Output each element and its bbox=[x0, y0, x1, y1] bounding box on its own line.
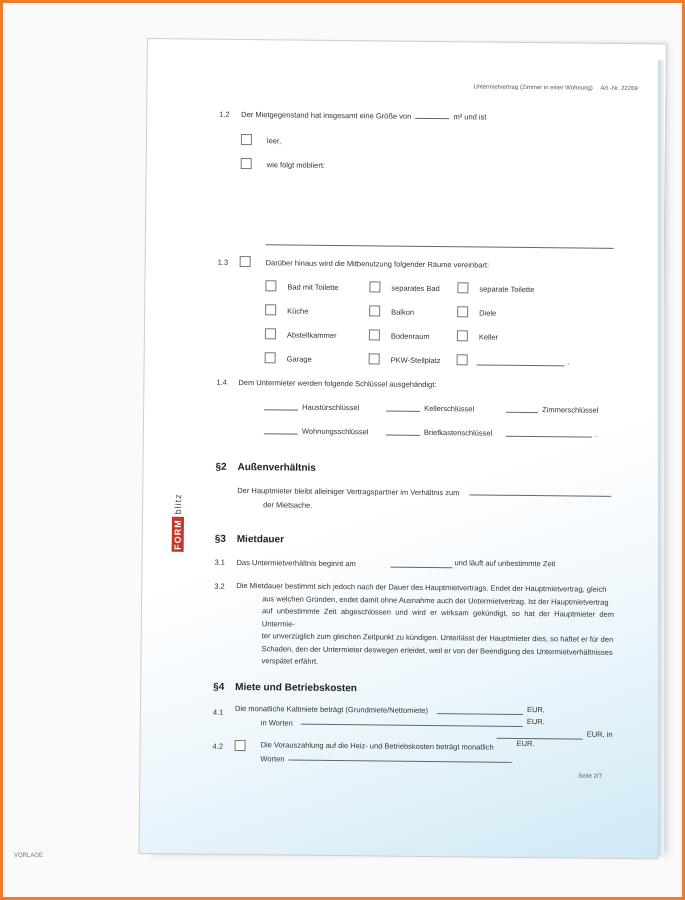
checkbox-room[interactable] bbox=[265, 304, 276, 315]
section-num: 3.2 bbox=[214, 581, 225, 591]
in-words-label: in Worten bbox=[260, 718, 293, 728]
key-label: Wohnungsschlüssel bbox=[301, 426, 369, 437]
section-4-number: §4 bbox=[213, 681, 225, 693]
room-other-end: . bbox=[567, 357, 570, 367]
opt-furnished-label: wie folgt möbliert: bbox=[266, 160, 326, 170]
words-label: Worten bbox=[260, 754, 285, 764]
s3-2-paragraph bbox=[235, 580, 614, 671]
key-count-field[interactable] bbox=[386, 411, 420, 412]
checkbox-prepayment[interactable] bbox=[235, 740, 246, 751]
eur-label: EUR. bbox=[516, 738, 535, 749]
key-label: Haustürschlüssel bbox=[302, 402, 360, 413]
checkbox-furnished[interactable] bbox=[241, 158, 252, 169]
checkbox-room[interactable] bbox=[369, 281, 380, 292]
section-4-title: Miete und Betriebskosten bbox=[235, 681, 357, 695]
section-num: 4.2 bbox=[212, 741, 224, 751]
checkbox-room[interactable] bbox=[369, 353, 380, 364]
section-2-number: §2 bbox=[215, 461, 227, 473]
para-line: verspätet erfährt. bbox=[261, 656, 319, 666]
section-num: 3.1 bbox=[214, 557, 225, 567]
key-label: Zimmerschlüssel bbox=[542, 405, 599, 415]
room-label: PKW-Stellplatz bbox=[390, 355, 441, 366]
s4-2-text: Die Vorauszahlung auf die Heiz- und Betriebskosten beträgt monatlich bbox=[260, 740, 494, 752]
formblitz-logo bbox=[171, 439, 186, 551]
room-label: separates Bad bbox=[391, 283, 440, 294]
s2-line1: Der Hauptmieter bleibt alleiniger Vertragspartner im Verhältnis zum bbox=[237, 485, 460, 498]
eur-in-label: EUR, in bbox=[586, 729, 613, 739]
opt-empty-label: leer, bbox=[266, 136, 282, 146]
start-date-field[interactable] bbox=[390, 567, 452, 569]
key-count-field[interactable] bbox=[264, 409, 298, 410]
logo-part1: FORM bbox=[172, 517, 184, 552]
room-label: Bodenraum bbox=[390, 331, 430, 341]
key-count-field[interactable] bbox=[506, 412, 538, 413]
room-label: Diele bbox=[479, 308, 497, 318]
checkbox-room[interactable] bbox=[457, 282, 468, 293]
room-label: Abstellkammer bbox=[286, 330, 337, 341]
section-2-title: Außenverhältnis bbox=[237, 461, 316, 474]
s3-1-after: und läuft auf unbestimmte Zeit bbox=[454, 558, 556, 569]
section-num: 1.3 bbox=[217, 257, 229, 267]
section-num: 4.1 bbox=[212, 707, 224, 717]
checkbox-room[interactable] bbox=[457, 330, 468, 341]
prepay-field[interactable] bbox=[497, 738, 583, 740]
size-text-after: m² und ist bbox=[453, 112, 487, 122]
key-count-field[interactable] bbox=[264, 433, 298, 434]
key-other-field[interactable] bbox=[506, 436, 592, 438]
document-page bbox=[138, 38, 667, 859]
para-line: Schaden, den der Untermieter deswegen erleidet, weil er von der Beendigung des Untermietverhältnisses bbox=[261, 643, 613, 657]
art-nr: Art.-Nr. 22269 bbox=[600, 85, 638, 93]
para-line: auf unbestimmte Zeit abgeschlossen und wird er wirksam gekündigt, so hat der Hauptmieter dem Untermie- bbox=[261, 606, 615, 629]
room-label: Garage bbox=[286, 354, 312, 364]
room-label: separate Toilette bbox=[479, 284, 535, 295]
room-label: Küche bbox=[287, 306, 309, 316]
size-text-before: Der Mietgegenstand hat insgesamt eine Größe von bbox=[241, 109, 412, 121]
checkbox-room[interactable] bbox=[369, 329, 380, 340]
s3-1-before: Das Untermietverhältnis beginnt am bbox=[236, 557, 356, 569]
section-num: 1.2 bbox=[219, 109, 230, 119]
room-label: Balkon bbox=[391, 307, 415, 317]
eur-label: EUR. bbox=[526, 717, 545, 727]
corner-mark: VORLAGE bbox=[14, 853, 44, 859]
section-3-number: §3 bbox=[214, 533, 226, 545]
para-line: Die Mietdauer bestimmt sich jedoch nach der Dauer des Hauptmietvertrags. Endet der Hauptmietvertrag, gleich bbox=[236, 580, 607, 594]
page-number: Seite 2/7 bbox=[578, 773, 603, 780]
doc-title: Untermietvertrag (Zimmer in einer Wohnung) bbox=[473, 84, 593, 92]
section-3-title: Mietdauer bbox=[236, 533, 285, 546]
rent-field[interactable] bbox=[437, 713, 523, 715]
para-line: aus welchen Gründen, endet damit ohne Ausnahme auch der Untermietvertrag. Ist der Hauptmietvertrag bbox=[262, 593, 609, 607]
checkbox-room[interactable] bbox=[265, 352, 276, 363]
s2-line2: der Mietsache. bbox=[263, 500, 313, 510]
size-field[interactable] bbox=[415, 118, 449, 119]
prepay-words-field[interactable] bbox=[288, 760, 512, 763]
key-label: Briefkastenschlüssel bbox=[423, 427, 493, 438]
eur-label: EUR, bbox=[526, 705, 545, 715]
checkbox-room-other[interactable] bbox=[457, 354, 468, 365]
checkbox-room[interactable] bbox=[457, 306, 468, 317]
checkbox-empty[interactable] bbox=[241, 134, 252, 145]
furnishing-field[interactable] bbox=[266, 244, 614, 249]
section-num: 1.4 bbox=[216, 377, 227, 387]
shared-rooms-text: Darüber hinaus wird die Mitbenutzung folgender Räume vereinbart: bbox=[265, 258, 490, 270]
keys-text: Dem Untermieter werden folgende Schlüssel ausgehändigt: bbox=[238, 377, 437, 390]
checkbox-shared-rooms[interactable] bbox=[240, 256, 251, 267]
landlord-field[interactable] bbox=[469, 494, 611, 496]
para-line: ter unverzüglich zum gleichen Zeitpunkt zu kündigen. Unterlässt der Hauptmieter dies, so haftet er für den bbox=[261, 631, 614, 644]
page-edge bbox=[658, 60, 664, 855]
key-label: Kellerschlüssel bbox=[424, 403, 475, 414]
room-label: Bad mit Toilette bbox=[287, 282, 339, 293]
room-other-field[interactable] bbox=[477, 364, 565, 366]
checkbox-room[interactable] bbox=[265, 328, 276, 339]
checkbox-room[interactable] bbox=[265, 280, 276, 291]
size-text bbox=[241, 110, 486, 123]
doc-header bbox=[473, 82, 637, 94]
logo-part2: blitz bbox=[173, 493, 184, 515]
s4-1-text: Die monatliche Kaltmiete beträgt (Grundmiete/Nettomiete) bbox=[234, 703, 429, 715]
key-count-field[interactable] bbox=[386, 435, 420, 436]
checkbox-room[interactable] bbox=[369, 305, 380, 316]
rent-words-field[interactable] bbox=[301, 724, 523, 727]
key-other-end: . bbox=[594, 429, 598, 439]
room-label: Keller bbox=[478, 332, 499, 342]
